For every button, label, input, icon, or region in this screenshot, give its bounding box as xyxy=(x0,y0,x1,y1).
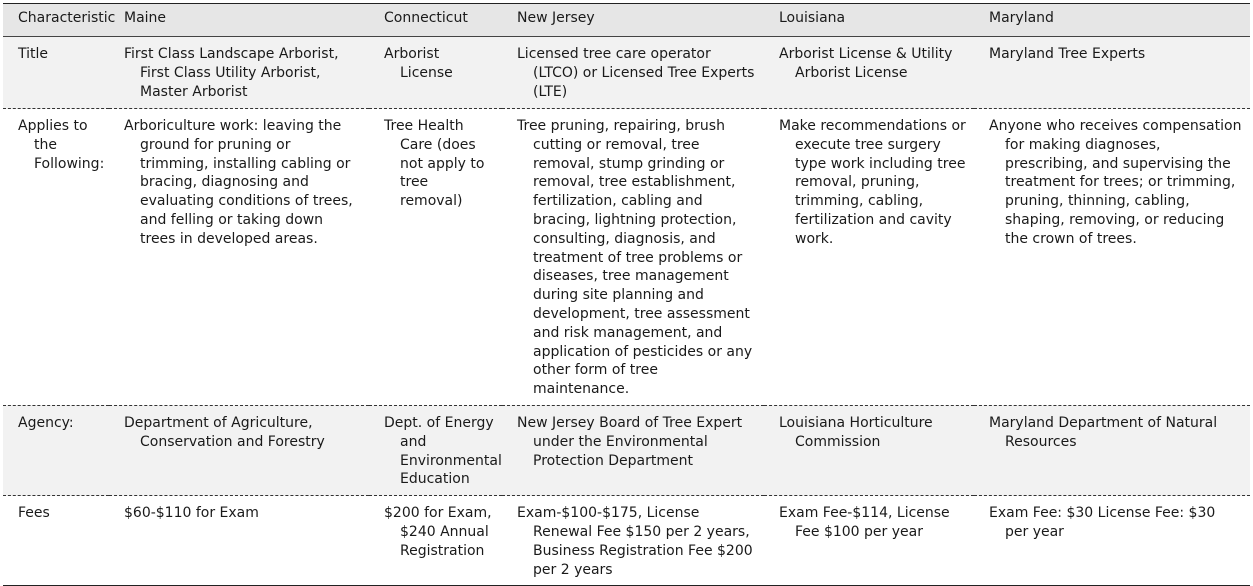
table-row xyxy=(3,109,1250,406)
cell-maine: $60-$110 for Exam xyxy=(124,505,259,522)
cell-new-jersey: Licensed tree care operator (LTCO) or Licensed Tree Experts (LTE) xyxy=(517,46,755,100)
table-row xyxy=(3,496,1250,586)
cell-maryland: Maryland Tree Experts xyxy=(989,46,1146,62)
header-maryland: Maryland xyxy=(989,10,1054,26)
cell-maine: Arboriculture work: leaving the ground for pruning or trimming, installing cabling or bracing, diagnosing and evaluating conditions of trees, and felling or taking down trees in developed areas. xyxy=(124,118,353,247)
header-connecticut: Connecticut xyxy=(384,10,468,26)
cell-new-jersey: Exam-$100-$175, License Renewal Fee $150 per 2 years, Business Registration Fee $200 per 2 years xyxy=(517,505,753,578)
cell-new-jersey: Tree pruning, repairing, brush cutting or removal, tree removal, stump grinding or removal, tree establishment, fertilization, cabling and bracing, lightning protection, consulting, diagnosis, and treatment of tree problems or diseases, tree management during site planning and development, tree assessment and risk management, and application of pesticides or any other form of tree maintenance. xyxy=(517,118,753,398)
header-louisiana: Louisiana xyxy=(779,10,846,26)
cell-maine: First Class Landscape Arborist, First Class Utility Arborist, Master Arborist xyxy=(124,46,339,100)
cell-maryland: Exam Fee: $30 License Fee: $30 per year xyxy=(989,505,1216,540)
header-row xyxy=(3,4,1250,37)
row-label: Agency: xyxy=(18,414,74,431)
cell-louisiana: Louisiana Horticulture Commission xyxy=(779,414,933,450)
cell-louisiana: Exam Fee-$114, License Fee $100 per year xyxy=(779,505,950,540)
table-row xyxy=(3,405,1250,495)
table-row xyxy=(3,37,1250,109)
cell-connecticut: Tree Health Care (does not apply to tree removal) xyxy=(384,118,485,210)
cell-maryland: Maryland Department of Natural Resources xyxy=(989,414,1218,450)
cell-louisiana: Arborist License & Utility Arborist License xyxy=(779,46,953,81)
row-label: Fees xyxy=(18,505,50,522)
cell-connecticut: Dept. of Energy and Environmental Education xyxy=(384,414,502,488)
cell-maine: Department of Agriculture, Conservation and Forestry xyxy=(124,414,325,450)
cell-connecticut: $200 for Exam, $240 Annual Registration xyxy=(384,505,492,559)
licensing-comparison-table xyxy=(3,3,1250,586)
header-new-jersey: New Jersey xyxy=(517,10,595,26)
header-characteristic: Characteristic xyxy=(18,10,116,26)
row-label: Applies to the Following: xyxy=(18,118,105,172)
header-maine: Maine xyxy=(124,10,167,26)
row-label: Title xyxy=(18,46,49,62)
cell-new-jersey: New Jersey Board of Tree Expert under the Environmental Protection Department xyxy=(517,414,743,469)
cell-maryland: Anyone who receives compensation for making diagnoses, prescribing, and supervising the treatment for trees; or trimming, pruning, thinning, cabling, shaping, removing, or reducing the crown of trees. xyxy=(989,118,1242,247)
cell-louisiana: Make recommendations or execute tree surgery type work including tree removal, pruning, trimming, cabling, fertilization and cavity work. xyxy=(779,118,966,247)
cell-connecticut: Arborist License xyxy=(384,46,453,81)
